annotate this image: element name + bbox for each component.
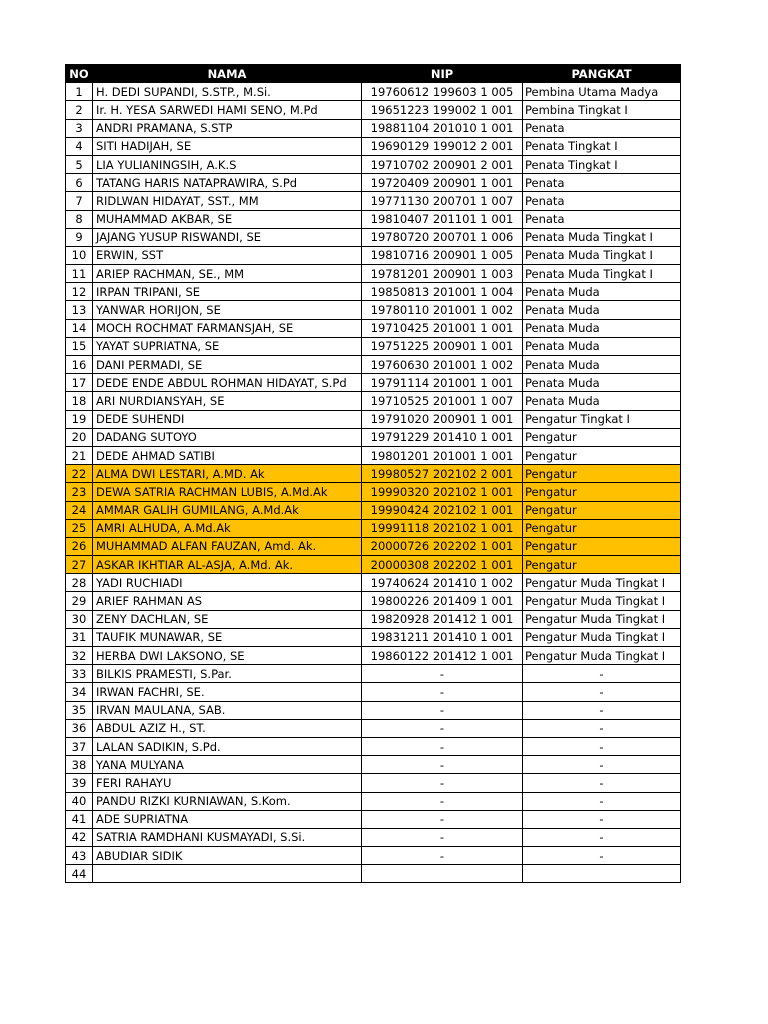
- cell-nip: 19791020 200901 1 001: [362, 410, 523, 428]
- cell-no: 15: [66, 337, 93, 355]
- table-row: [66, 519, 681, 537]
- cell-nama: YADI RUCHIADI: [93, 574, 362, 592]
- cell-no: 24: [66, 501, 93, 519]
- cell-nip: 19800226 201409 1 001: [362, 592, 523, 610]
- cell-no: 35: [66, 701, 93, 719]
- cell-nip: 19781201 200901 1 003: [362, 265, 523, 283]
- cell-pangkat: Penata: [523, 210, 681, 228]
- cell-nama: ASKAR IKHTIAR AL-ASJA, A.Md. Ak.: [93, 556, 362, 574]
- cell-no: 29: [66, 592, 93, 610]
- table-row: [66, 774, 681, 792]
- cell-no: 4: [66, 137, 93, 155]
- cell-nama: ARIEP RACHMAN, SE., MM: [93, 265, 362, 283]
- cell-no: 9: [66, 228, 93, 246]
- table-row: [66, 501, 681, 519]
- cell-no: 8: [66, 210, 93, 228]
- table-row: [66, 101, 681, 119]
- cell-no: 10: [66, 246, 93, 264]
- cell-nama: TATANG HARIS NATAPRAWIRA, S.Pd: [93, 174, 362, 192]
- cell-nama: IRPAN TRIPANI, SE: [93, 283, 362, 301]
- table-row: [66, 174, 681, 192]
- cell-no: 22: [66, 465, 93, 483]
- cell-nip: 19760612 199603 1 005: [362, 83, 523, 101]
- cell-nip: -: [362, 701, 523, 719]
- table-row: [66, 319, 681, 337]
- cell-pangkat: Pengatur: [523, 556, 681, 574]
- header-row: [66, 65, 681, 83]
- cell-no: 16: [66, 356, 93, 374]
- header-nip: NIP: [362, 65, 523, 83]
- cell-nama: H. DEDI SUPANDI, S.STP., M.Si.: [93, 83, 362, 101]
- table-row: [66, 337, 681, 355]
- cell-pangkat: -: [523, 847, 681, 865]
- cell-pangkat: Penata Tingkat I: [523, 137, 681, 155]
- cell-nama: ALMA DWI LESTARI, A.MD. Ak: [93, 465, 362, 483]
- cell-nip: 19791229 201410 1 001: [362, 428, 523, 446]
- cell-nama: FERI RAHAYU: [93, 774, 362, 792]
- cell-nama: RIDLWAN HIDAYAT, SST., MM: [93, 192, 362, 210]
- cell-nip: 19710525 201001 1 007: [362, 392, 523, 410]
- cell-nama: DADANG SUTOYO: [93, 428, 362, 446]
- cell-no: 12: [66, 283, 93, 301]
- cell-nip: 19980527 202102 2 001: [362, 465, 523, 483]
- cell-nama: IRVAN MAULANA, SAB.: [93, 701, 362, 719]
- cell-nip: 19771130 200701 1 007: [362, 192, 523, 210]
- cell-no: 6: [66, 174, 93, 192]
- cell-nama: MOCH ROCHMAT FARMANSJAH, SE: [93, 319, 362, 337]
- cell-nama: MUHAMMAD ALFAN FAUZAN, Amd. Ak.: [93, 537, 362, 555]
- cell-pangkat: Penata Muda Tingkat I: [523, 265, 681, 283]
- table-row: [66, 610, 681, 628]
- cell-pangkat: Penata Muda: [523, 301, 681, 319]
- cell-pangkat: Penata Tingkat I: [523, 155, 681, 173]
- cell-pangkat: Pengatur Muda Tingkat I: [523, 628, 681, 646]
- cell-no: 1: [66, 83, 93, 101]
- cell-nip: 19751225 200901 1 001: [362, 337, 523, 355]
- cell-pangkat: -: [523, 756, 681, 774]
- cell-nama: DEDE ENDE ABDUL ROHMAN HIDAYAT, S.Pd: [93, 374, 362, 392]
- cell-no: 43: [66, 847, 93, 865]
- cell-pangkat: Penata Muda: [523, 283, 681, 301]
- cell-no: 32: [66, 647, 93, 665]
- cell-no: 33: [66, 665, 93, 683]
- cell-nama: PANDU RIZKI KURNIAWAN, S.Kom.: [93, 792, 362, 810]
- cell-nama: TAUFIK MUNAWAR, SE: [93, 628, 362, 646]
- cell-nip: -: [362, 719, 523, 737]
- cell-nama: SITI HADIJAH, SE: [93, 137, 362, 155]
- cell-nama: AMMAR GALIH GUMILANG, A.Md.Ak: [93, 501, 362, 519]
- table-row: [66, 719, 681, 737]
- table-row: [66, 192, 681, 210]
- cell-pangkat: Pengatur Muda Tingkat I: [523, 574, 681, 592]
- table-row: [66, 683, 681, 701]
- cell-no: 5: [66, 155, 93, 173]
- header-no: NO: [66, 65, 93, 83]
- cell-nama: DEDE SUHENDI: [93, 410, 362, 428]
- cell-pangkat: Penata Muda: [523, 356, 681, 374]
- cell-nama: Ir. H. YESA SARWEDI HAMI SENO, M.Pd: [93, 101, 362, 119]
- cell-pangkat: Pengatur Muda Tingkat I: [523, 647, 681, 665]
- cell-no: 20: [66, 428, 93, 446]
- cell-nama: YANWAR HORIJON, SE: [93, 301, 362, 319]
- table-row: [66, 392, 681, 410]
- cell-no: 36: [66, 719, 93, 737]
- cell-nip: 19810716 200901 1 005: [362, 246, 523, 264]
- cell-nip: 19990424 202102 1 001: [362, 501, 523, 519]
- cell-pangkat: -: [523, 665, 681, 683]
- cell-nama: DEWA SATRIA RACHMAN LUBIS, A.Md.Ak: [93, 483, 362, 501]
- cell-nip: -: [362, 737, 523, 755]
- table-row: [66, 465, 681, 483]
- cell-nama: SATRIA RAMDHANI KUSMAYADI, S.Si.: [93, 828, 362, 846]
- cell-pangkat: Pembina Utama Madya: [523, 83, 681, 101]
- cell-no: 27: [66, 556, 93, 574]
- cell-nip: 19991118 202102 1 001: [362, 519, 523, 537]
- table-row: [66, 628, 681, 646]
- table-row: [66, 792, 681, 810]
- table-row: [66, 83, 681, 101]
- cell-pangkat: [523, 865, 681, 883]
- cell-no: 31: [66, 628, 93, 646]
- cell-nama: ABUDIAR SIDIK: [93, 847, 362, 865]
- cell-pangkat: Penata Muda: [523, 374, 681, 392]
- table-row: [66, 301, 681, 319]
- cell-pangkat: Pengatur Muda Tingkat I: [523, 592, 681, 610]
- cell-no: 26: [66, 537, 93, 555]
- cell-no: 41: [66, 810, 93, 828]
- cell-pangkat: -: [523, 810, 681, 828]
- cell-nama: ARI NURDIANSYAH, SE: [93, 392, 362, 410]
- cell-nama: ZENY DACHLAN, SE: [93, 610, 362, 628]
- table-row: [66, 756, 681, 774]
- cell-nama: LIA YULIANINGSIH, A.K.S: [93, 155, 362, 173]
- cell-nip: -: [362, 810, 523, 828]
- cell-pangkat: -: [523, 792, 681, 810]
- cell-pangkat: Pengatur Muda Tingkat I: [523, 610, 681, 628]
- cell-nip: 19760630 201001 1 002: [362, 356, 523, 374]
- cell-no: 18: [66, 392, 93, 410]
- cell-no: 38: [66, 756, 93, 774]
- cell-no: 23: [66, 483, 93, 501]
- cell-no: 21: [66, 446, 93, 464]
- cell-no: 11: [66, 265, 93, 283]
- table-row: [66, 155, 681, 173]
- cell-nip: 19990320 202102 1 001: [362, 483, 523, 501]
- table-row: [66, 410, 681, 428]
- table-row: [66, 847, 681, 865]
- cell-pangkat: -: [523, 683, 681, 701]
- cell-nama: ERWIN, SST: [93, 246, 362, 264]
- cell-no: 7: [66, 192, 93, 210]
- cell-nip: -: [362, 847, 523, 865]
- cell-pangkat: Penata Muda: [523, 392, 681, 410]
- cell-pangkat: Penata Muda: [523, 337, 681, 355]
- cell-nip: 19710425 201001 1 001: [362, 319, 523, 337]
- cell-nip: 19791114 201001 1 001: [362, 374, 523, 392]
- cell-nip: -: [362, 774, 523, 792]
- table-row: [66, 810, 681, 828]
- cell-nip: [362, 865, 523, 883]
- cell-nip: 19651223 199002 1 001: [362, 101, 523, 119]
- cell-pangkat: Pengatur: [523, 483, 681, 501]
- cell-nip: 19810407 201101 1 001: [362, 210, 523, 228]
- cell-no: 17: [66, 374, 93, 392]
- cell-pangkat: Pengatur: [523, 537, 681, 555]
- cell-nip: 19801201 201001 1 001: [362, 446, 523, 464]
- cell-pangkat: Pembina Tingkat I: [523, 101, 681, 119]
- cell-nip: 19690129 199012 2 001: [362, 137, 523, 155]
- table-row: [66, 737, 681, 755]
- cell-pangkat: Penata: [523, 174, 681, 192]
- cell-nama: ADE SUPRIATNA: [93, 810, 362, 828]
- cell-no: 2: [66, 101, 93, 119]
- cell-pangkat: Penata: [523, 192, 681, 210]
- table-row: [66, 246, 681, 264]
- header-nama: NAMA: [93, 65, 362, 83]
- cell-no: 39: [66, 774, 93, 792]
- cell-nama: [93, 865, 362, 883]
- cell-nama: JAJANG YUSUP RISWANDI, SE: [93, 228, 362, 246]
- table-row: [66, 701, 681, 719]
- table-row: [66, 665, 681, 683]
- table-row: [66, 828, 681, 846]
- cell-pangkat: Pengatur: [523, 446, 681, 464]
- table-row: [66, 592, 681, 610]
- cell-nip: -: [362, 756, 523, 774]
- cell-nama: ABDUL AZIZ H., ST.: [93, 719, 362, 737]
- cell-nama: YAYAT SUPRIATNA, SE: [93, 337, 362, 355]
- cell-pangkat: -: [523, 737, 681, 755]
- table-row: [66, 446, 681, 464]
- table-row: [66, 356, 681, 374]
- cell-nip: 20000726 202202 1 001: [362, 537, 523, 555]
- cell-pangkat: Penata: [523, 119, 681, 137]
- table-row: [66, 265, 681, 283]
- cell-nama: BILKIS PRAMESTI, S.Par.: [93, 665, 362, 683]
- cell-pangkat: Penata Muda Tingkat I: [523, 246, 681, 264]
- cell-pangkat: Pengatur: [523, 465, 681, 483]
- cell-nama: YANA MULYANA: [93, 756, 362, 774]
- table-row: [66, 283, 681, 301]
- cell-pangkat: -: [523, 719, 681, 737]
- table-row: [66, 574, 681, 592]
- table-row: [66, 119, 681, 137]
- cell-nama: AMRI ALHUDA, A.Md.Ak: [93, 519, 362, 537]
- cell-nip: 19820928 201412 1 001: [362, 610, 523, 628]
- cell-nip: -: [362, 665, 523, 683]
- cell-nip: 19780720 200701 1 006: [362, 228, 523, 246]
- cell-nama: DANI PERMADI, SE: [93, 356, 362, 374]
- table-row: [66, 428, 681, 446]
- cell-no: 44: [66, 865, 93, 883]
- cell-nip: 19710702 200901 2 001: [362, 155, 523, 173]
- cell-pangkat: Pengatur: [523, 428, 681, 446]
- cell-nama: ANDRI PRAMANA, S.STP: [93, 119, 362, 137]
- table-row: [66, 537, 681, 555]
- cell-no: 34: [66, 683, 93, 701]
- cell-nip: 19860122 201412 1 001: [362, 647, 523, 665]
- cell-nama: IRWAN FACHRI, SE.: [93, 683, 362, 701]
- cell-nip: 19780110 201001 1 002: [362, 301, 523, 319]
- cell-pangkat: Pengatur: [523, 501, 681, 519]
- cell-no: 40: [66, 792, 93, 810]
- cell-pangkat: Penata Muda Tingkat I: [523, 228, 681, 246]
- cell-no: 42: [66, 828, 93, 846]
- cell-nama: DEDE AHMAD SATIBI: [93, 446, 362, 464]
- cell-nama: HERBA DWI LAKSONO, SE: [93, 647, 362, 665]
- table-row: [66, 137, 681, 155]
- table-row: [66, 228, 681, 246]
- cell-pangkat: -: [523, 701, 681, 719]
- cell-nip: 19881104 201010 1 001: [362, 119, 523, 137]
- header-pangkat: PANGKAT: [523, 65, 681, 83]
- cell-no: 19: [66, 410, 93, 428]
- cell-no: 25: [66, 519, 93, 537]
- cell-nip: -: [362, 792, 523, 810]
- cell-no: 30: [66, 610, 93, 628]
- cell-no: 28: [66, 574, 93, 592]
- cell-nama: LALAN SADIKIN, S.Pd.: [93, 737, 362, 755]
- table-row: [66, 865, 681, 883]
- cell-no: 13: [66, 301, 93, 319]
- table-row: [66, 374, 681, 392]
- cell-no: 14: [66, 319, 93, 337]
- employee-table: [65, 64, 681, 883]
- table-row: [66, 647, 681, 665]
- cell-nip: -: [362, 683, 523, 701]
- cell-pangkat: -: [523, 828, 681, 846]
- cell-no: 3: [66, 119, 93, 137]
- cell-nip: 19850813 201001 1 004: [362, 283, 523, 301]
- table-body: [66, 83, 681, 883]
- cell-pangkat: Pengatur: [523, 519, 681, 537]
- cell-nip: 20000308 202202 1 001: [362, 556, 523, 574]
- cell-pangkat: Penata Muda: [523, 319, 681, 337]
- cell-nip: -: [362, 828, 523, 846]
- cell-no: 37: [66, 737, 93, 755]
- table-row: [66, 210, 681, 228]
- cell-nama: MUHAMMAD AKBAR, SE: [93, 210, 362, 228]
- cell-nip: 19740624 201410 1 002: [362, 574, 523, 592]
- cell-nip: 19831211 201410 1 001: [362, 628, 523, 646]
- cell-nip: 19720409 200901 1 001: [362, 174, 523, 192]
- cell-pangkat: -: [523, 774, 681, 792]
- cell-pangkat: Pengatur Tingkat I: [523, 410, 681, 428]
- table-row: [66, 483, 681, 501]
- table-row: [66, 556, 681, 574]
- cell-nama: ARIEF RAHMAN AS: [93, 592, 362, 610]
